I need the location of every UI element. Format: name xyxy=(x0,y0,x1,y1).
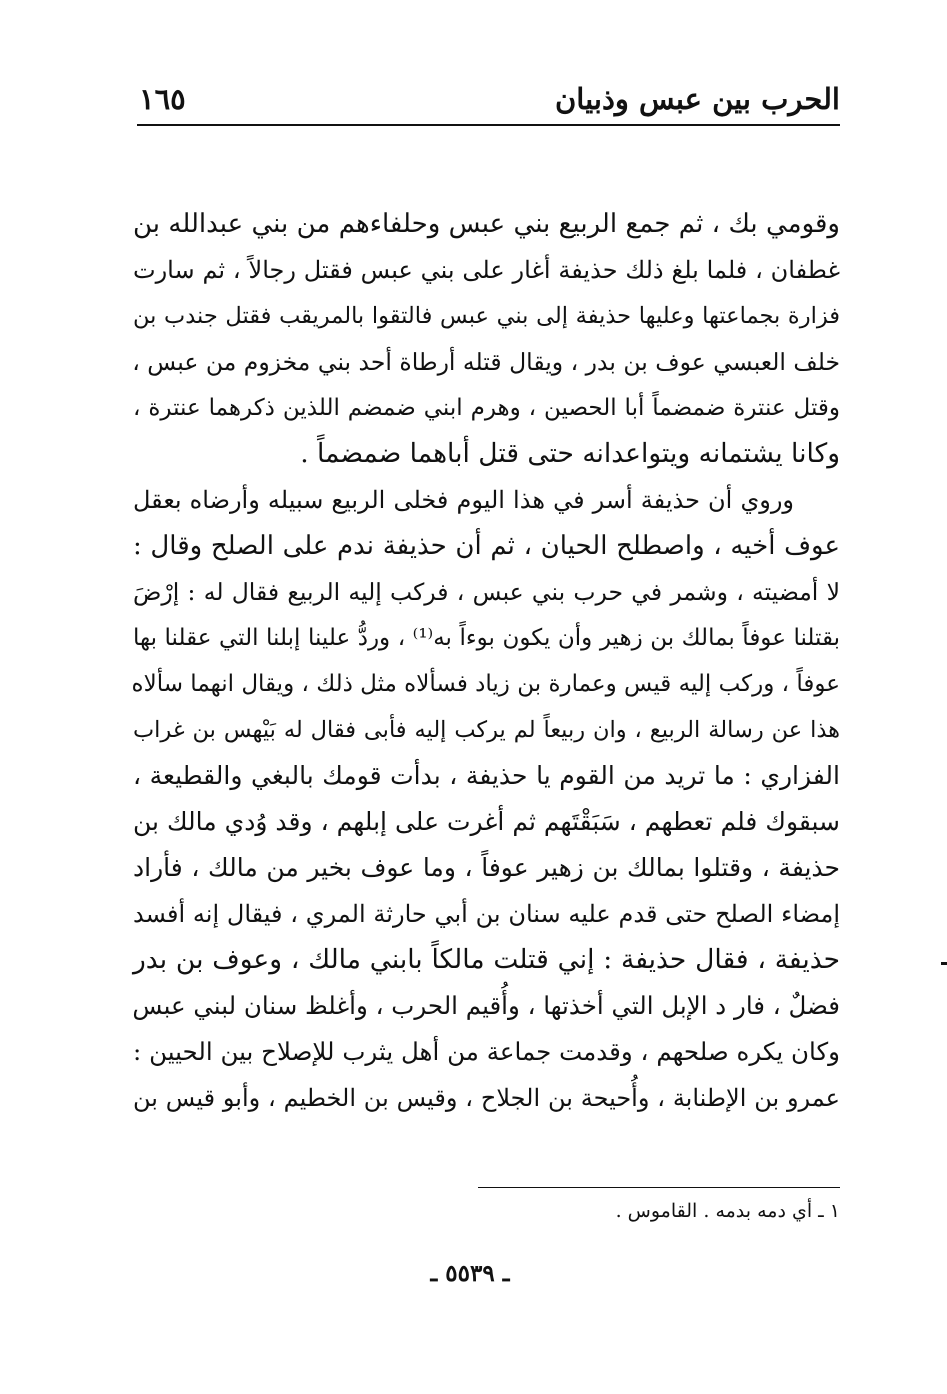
text-line: وقومي بك ، ثم جمع الربيع بني عبس وحلفاءهم من بني عبدالله بن xyxy=(133,209,840,239)
text-line: حذيفة ، فقال حذيفة : إني قتلت مالكاً بابني مالك ، وعوف بن بدر xyxy=(133,944,840,975)
footnote: ١ ـ أي دمه بدمه . القاموس . xyxy=(615,1200,840,1222)
text-line: وكان يكره صلحهم ، وقدمت جماعة من أهل يثرب للإصلاح بين الحيين : xyxy=(133,1037,840,1066)
text-line: لا أمضيته ، وشمر في حرب بني عبس ، فركب إليه الربيع فقال له : إرْضَ xyxy=(133,578,840,606)
text-line: سبقوك فلم تعطهم ، سَبَقْتَهم ثم أغرت على إبلهم ، وقد وُدي مالك بن xyxy=(133,807,840,836)
text-line: الفزاري : ما تريد من القوم يا حذيفة ، بدأت قومك بالبغي والقطيعة ، xyxy=(133,761,840,790)
text-line: بقتلنا عوفاً بمالك بن زهير وأن يكون بوءاً به⁽¹⁾ ، وردُّ علينا إبلنا التي عقلنا بها xyxy=(133,625,840,651)
running-title: الحرب بين عبس وذبيان xyxy=(554,82,840,116)
volume-page-number: ـ ٥٥٣٩ ـ xyxy=(430,1260,510,1287)
page-number: ١٦٥ xyxy=(139,82,186,116)
text-line: هذا عن رسالة الربيع ، وان ربيعاً لم يركب إليه فأبى فقال له بَيْهس بن غراب xyxy=(133,717,840,743)
footnote-divider xyxy=(478,1187,840,1188)
text-line: حذيفة ، وقتلوا بمالك بن زهير عوفاً ، وما عوف بخير من مالك ، فأراد xyxy=(133,853,840,882)
scan-mark xyxy=(941,962,947,965)
text-line: فضلٌ ، فار د الإبل التي أخذتها ، وأُقيم الحرب ، وأغلظ سنان لبني عبس xyxy=(132,991,840,1020)
text-line: غطفان ، فلما بلغ ذلك حذيفة أغار على بني عبس فقتل رجالاً ، ثم سارت xyxy=(133,256,840,284)
text-line: فزارة بجماعتها وعليها حذيفة إلى بني عبس فالتقوا بالمريقب فقتل جندب بن xyxy=(133,303,840,329)
text-line: خلف العبسي عوف بن بدر ، ويقال قتله أرطاة أحد بني مخزوم من عبس ، xyxy=(132,348,840,376)
text-line: عمرو بن الإطنابة ، وأُحيحة بن الجلاح ، وقيس بن الخطيم ، وأبو قيس بن xyxy=(133,1084,840,1112)
text-line: عوف أخيه ، واصطلح الحيان ، ثم أن حذيفة ندم على الصلح وقال : xyxy=(133,531,840,561)
running-header xyxy=(137,82,840,122)
text-line: وقتل عنترة ضمضماً أبا الحصين ، وهرم ابني ضمضم اللذين ذكرهما عنترة ، xyxy=(133,395,840,421)
text-line: إمضاء الصلح حتى قدم عليه سنان بن أبي حارثة المري ، فيقال إنه أفسد xyxy=(133,900,840,928)
text-line: عوفاً ، وركب إليه قيس وعمارة بن زياد فسألاه مثل ذلك ، ويقال انهما سألاه xyxy=(131,671,840,697)
main-text xyxy=(133,201,840,1121)
header-divider xyxy=(137,124,840,126)
text-line: وكانا يشتمانه ويتواعدانه حتى قتل أباهما ضمضماً . xyxy=(300,438,840,469)
paragraph-first-line: وروي أن حذيفة أسر في هذا اليوم فخلى الربيع سبيله وأرضاه بعقل xyxy=(133,486,794,514)
